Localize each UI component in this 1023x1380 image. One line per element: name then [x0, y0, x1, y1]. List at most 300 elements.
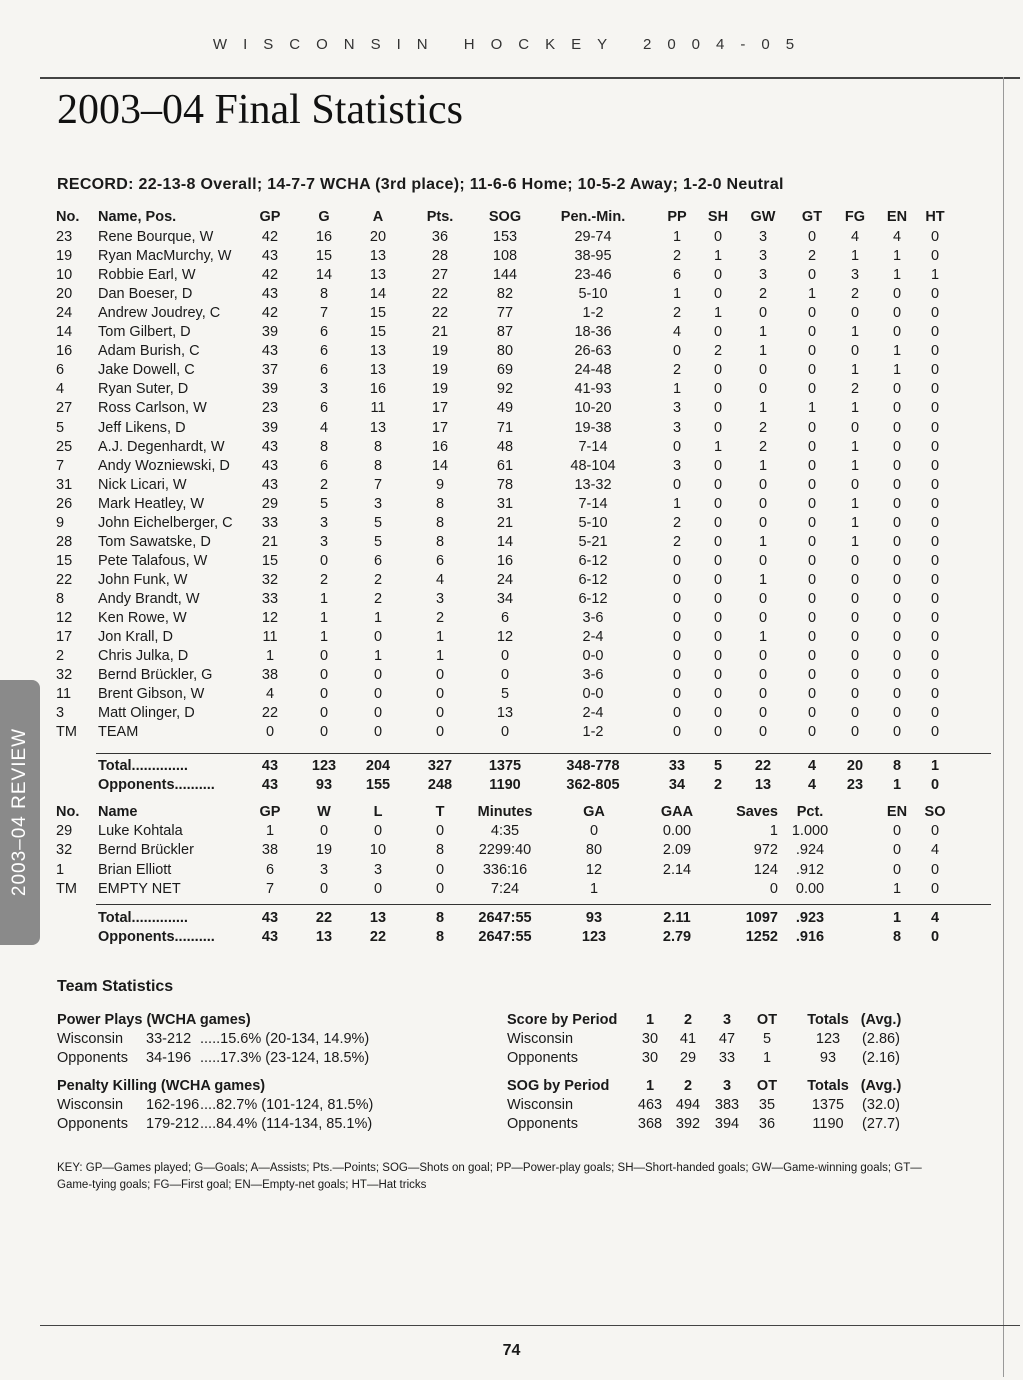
cell: 22 — [431, 286, 449, 303]
cell: 6 — [319, 362, 329, 379]
cell: T — [435, 804, 445, 820]
cell: 5 — [373, 533, 383, 550]
cell: 1 — [892, 880, 902, 897]
cell: Minutes — [477, 804, 533, 820]
cell: 1 — [672, 495, 682, 512]
goalie-row — [0, 822, 1023, 841]
cell: 0 — [807, 667, 817, 684]
cell: 23 — [261, 400, 279, 417]
cell: 25 — [56, 438, 73, 455]
cell: 123 — [581, 929, 607, 945]
page-title: 2003–04 Final Statistics — [57, 87, 464, 133]
cell: 1 — [319, 590, 329, 607]
cell: 0 — [850, 419, 860, 436]
cell: 18-36 — [574, 324, 612, 341]
cell: 10 — [56, 267, 73, 284]
cell: 0 — [435, 686, 445, 703]
cell: 16 — [56, 343, 73, 360]
cell: 0 — [892, 686, 902, 703]
cell: 23 — [846, 777, 864, 793]
cell: 1097 — [745, 910, 778, 926]
cell: 6 — [319, 457, 329, 474]
cell: 0 — [892, 286, 902, 303]
cell: 2.14 — [662, 861, 692, 878]
cell: 7-14 — [578, 495, 608, 512]
cell: 394 — [714, 1116, 740, 1132]
cell: 0 — [807, 438, 817, 455]
cell: 0 — [892, 438, 902, 455]
cell: (2.86) — [862, 1031, 900, 1047]
cell: 4 — [807, 758, 817, 774]
cell: 0 — [930, 362, 940, 379]
cell: 336:16 — [482, 861, 528, 878]
cell: 1 — [850, 495, 860, 512]
cell: 0 — [930, 861, 940, 878]
cell: 1 — [645, 1012, 655, 1028]
cell: 1 — [769, 823, 778, 839]
cell: 392 — [675, 1116, 701, 1132]
cell: 3 — [319, 514, 329, 531]
cell: 16 — [431, 438, 449, 455]
cell: 2 — [850, 286, 860, 303]
cell: 0 — [713, 400, 723, 417]
cell: 1 — [850, 324, 860, 341]
cell: 0 — [672, 571, 682, 588]
cell: 5 — [56, 419, 65, 436]
cell: 6-12 — [578, 571, 608, 588]
cell: 0 — [807, 514, 817, 531]
cell: SOG — [488, 209, 522, 225]
cell: Jake Dowell, C — [98, 362, 195, 379]
cell: Pts. — [426, 209, 454, 225]
cell: 0 — [807, 629, 817, 646]
cell: 0 — [892, 842, 902, 859]
cell: 3 — [435, 590, 445, 607]
cell: 42 — [261, 267, 279, 284]
cell: 8 — [435, 495, 445, 512]
cell: 0 — [758, 705, 768, 722]
cell: 0 — [373, 823, 383, 839]
cell: 43 — [261, 248, 279, 265]
cell: 49 — [496, 400, 514, 417]
cell: 24 — [496, 571, 514, 588]
cell: 0 — [713, 362, 723, 379]
cell: 93 — [819, 1050, 837, 1066]
cell: 0 — [319, 648, 329, 665]
cell: 5 — [500, 686, 510, 703]
cell: 1190 — [812, 1116, 844, 1132]
cell: 36 — [431, 229, 449, 245]
cell: 0 — [672, 590, 682, 607]
cell: 34 — [668, 777, 686, 793]
cell: 0 — [850, 629, 860, 646]
cell: 4 — [435, 571, 445, 588]
cell: GP — [259, 804, 281, 820]
cell: 1 — [713, 248, 723, 265]
cell: 0 — [672, 343, 682, 360]
cell: 124 — [753, 861, 778, 878]
cell: 16 — [369, 381, 387, 398]
cell: 0 — [319, 724, 329, 741]
cell: 0 — [892, 590, 902, 607]
skater-header-row — [0, 208, 1023, 227]
cell: L — [373, 804, 383, 820]
goalie-row — [0, 861, 1023, 880]
cell: 33 — [261, 514, 279, 531]
cell: Bernd Brückler, G — [98, 667, 213, 684]
cell: 0 — [807, 343, 817, 360]
cell: Score by Period — [507, 1012, 618, 1028]
cell: 22 — [56, 571, 73, 588]
cell: 0 — [758, 476, 768, 493]
cell: 69 — [496, 362, 514, 379]
cell: John Funk, W — [98, 571, 188, 588]
cell: 2 — [373, 590, 383, 607]
skater-row — [0, 723, 1023, 742]
cell: 30 — [641, 1050, 659, 1066]
score-by-period-row — [0, 1030, 1023, 1049]
cell: 0 — [930, 381, 940, 398]
cell: .....15.6% (20-134, 14.9%) — [200, 1031, 370, 1047]
cell: 1 — [589, 880, 599, 897]
cell: 93 — [585, 910, 603, 926]
cell: 1 — [850, 457, 860, 474]
cell: 1252 — [745, 929, 778, 945]
cell: 1 — [892, 248, 902, 265]
cell: 0 — [713, 286, 723, 303]
cell: 0 — [713, 324, 723, 341]
cell: 1 — [713, 305, 723, 322]
cell: 1 — [807, 286, 817, 303]
cell: Ryan MacMurchy, W — [98, 248, 232, 265]
cell: 32 — [56, 842, 73, 859]
cell: 11 — [262, 629, 278, 646]
cell: 1 — [758, 324, 768, 341]
cell: 0 — [758, 362, 768, 379]
cell: 0 — [930, 229, 940, 245]
cell: 0 — [892, 667, 902, 684]
cell: 3 — [722, 1078, 732, 1094]
cell: 0 — [713, 267, 723, 284]
cell: Total.............. — [98, 910, 188, 926]
cell: 20 — [369, 229, 387, 245]
cell: GAA — [660, 804, 694, 820]
cell: 179-212 — [146, 1116, 200, 1132]
cell: 16 — [496, 552, 514, 569]
cell: 6-12 — [578, 552, 608, 569]
cell: 21 — [261, 533, 279, 550]
cell: 7-14 — [578, 438, 608, 455]
cell: 33 — [668, 758, 686, 774]
cell: 6 — [319, 324, 329, 341]
cell: 0 — [930, 476, 940, 493]
cell: 0 — [807, 267, 817, 284]
cell: 0 — [892, 476, 902, 493]
cell: 20 — [56, 286, 73, 303]
cell: 38 — [261, 667, 279, 684]
cell: 5 — [373, 514, 383, 531]
top-rule — [40, 77, 1020, 79]
cell: 0 — [850, 667, 860, 684]
cell: Wisconsin — [507, 1031, 574, 1047]
cell: 0 — [807, 533, 817, 550]
cell: 27 — [56, 400, 73, 417]
skater-row — [0, 495, 1023, 514]
cell: Luke Kohtala — [98, 823, 183, 839]
cell: 13-32 — [574, 476, 612, 493]
cell: 61 — [496, 457, 514, 474]
skater-row — [0, 704, 1023, 723]
cell: 7 — [319, 305, 329, 322]
cell: 28 — [431, 248, 449, 265]
cell: 13 — [754, 777, 772, 793]
cell: 13 — [369, 343, 387, 360]
cell: 19 — [431, 343, 449, 360]
skater-row — [0, 571, 1023, 590]
cell: Opponents.......... — [98, 777, 215, 793]
cell: 9 — [56, 514, 65, 531]
cell: 15 — [261, 552, 279, 569]
cell: 2 — [713, 777, 723, 793]
cell: 0 — [319, 667, 329, 684]
cell: 0 — [435, 861, 445, 878]
cell: 26 — [56, 495, 73, 512]
cell: 0 — [319, 823, 329, 839]
cell: 0 — [758, 552, 768, 569]
cell: Pct. — [796, 804, 824, 820]
skater-row — [0, 685, 1023, 704]
cell: 34 — [496, 590, 514, 607]
cell: 20 — [846, 758, 864, 774]
cell: 10 — [369, 842, 387, 859]
cell: 0 — [807, 419, 817, 436]
cell: GP — [259, 209, 281, 225]
sog-by-period-row — [0, 1115, 1023, 1134]
cell: 0 — [713, 629, 723, 646]
cell: 3 — [672, 400, 682, 417]
cell: 5 — [713, 758, 723, 774]
cell: SH — [707, 209, 729, 225]
cell: 0 — [373, 705, 383, 722]
cell: 43 — [261, 929, 279, 945]
goalie-row — [0, 841, 1023, 860]
cell: 3 — [319, 861, 329, 878]
cell: 4 — [930, 842, 940, 859]
cell: 0 — [373, 667, 383, 684]
cell: 155 — [365, 777, 391, 793]
cell: 2647:55 — [478, 929, 532, 945]
cell: GT — [801, 209, 823, 225]
skater-row — [0, 323, 1023, 342]
cell: (Avg.) — [860, 1012, 902, 1028]
cell: 0 — [373, 724, 383, 741]
score-by-period-header — [0, 1011, 1023, 1030]
cell: 0 — [850, 724, 860, 741]
cell: Bernd Brückler — [98, 842, 194, 859]
cell: 0 — [930, 457, 940, 474]
cell: 0 — [892, 629, 902, 646]
skater-row — [0, 457, 1023, 476]
cell: 2 — [319, 476, 329, 493]
cell: 5-10 — [578, 286, 608, 303]
cell: 0 — [930, 705, 940, 722]
page-number: 74 — [502, 1342, 521, 1359]
cell: 2 — [850, 381, 860, 398]
cell: Saves — [736, 804, 778, 820]
cell: 38 — [261, 842, 279, 859]
cell: 1 — [762, 1050, 772, 1066]
cell: 32 — [56, 667, 73, 684]
cell: 1190 — [489, 777, 521, 793]
cell: 0 — [435, 705, 445, 722]
cell: 4 — [319, 419, 329, 436]
cell: 0 — [713, 419, 723, 436]
cell: 0 — [930, 495, 940, 512]
cell: Brent Gibson, W — [98, 686, 205, 703]
cell: 16 — [315, 229, 333, 245]
cell: 4 — [850, 229, 860, 245]
cell: 15 — [56, 552, 73, 569]
cell: 1 — [645, 1078, 655, 1094]
cell: 22 — [431, 305, 449, 322]
cell: 1 — [672, 286, 682, 303]
cell: 82 — [496, 286, 514, 303]
skater-total-rule — [96, 753, 991, 754]
cell: 1 — [892, 343, 902, 360]
block-title: Penalty Killing (WCHA games) — [57, 1078, 266, 1094]
cell: 2 — [672, 248, 682, 265]
cell: 0 — [850, 571, 860, 588]
cell: 1 — [758, 629, 768, 646]
cell: 0 — [672, 648, 682, 665]
cell: 2299:40 — [478, 842, 532, 859]
cell: 4 — [892, 229, 902, 245]
cell: 0-0 — [582, 648, 604, 665]
cell: 0 — [930, 667, 940, 684]
score-by-period-row — [0, 1049, 1023, 1068]
cell: 33-212 — [146, 1031, 192, 1047]
cell: TM — [56, 724, 77, 741]
cell: 0 — [672, 610, 682, 626]
cell: 33 — [261, 590, 279, 607]
cell: 1 — [56, 861, 65, 878]
cell: 19 — [431, 362, 449, 379]
cell: 0 — [319, 552, 329, 569]
cell: 0 — [713, 724, 723, 741]
cell: .924 — [795, 842, 825, 859]
cell: 0 — [930, 823, 940, 839]
cell: 0 — [373, 686, 383, 703]
cell: 13 — [315, 929, 333, 945]
cell: 6 — [500, 610, 510, 626]
cell: 29 — [261, 495, 279, 512]
cell: 4 — [265, 686, 275, 703]
cell: 0 — [930, 400, 940, 417]
cell: 0 — [769, 880, 778, 897]
cell: 42 — [261, 305, 279, 322]
cell: 0 — [758, 495, 768, 512]
cell: 1 — [435, 648, 445, 665]
cell: 5 — [762, 1031, 772, 1047]
cell: 0 — [850, 590, 860, 607]
cell: 0 — [713, 495, 723, 512]
cell: 19 — [56, 248, 73, 265]
cell: FG — [844, 209, 866, 225]
cell: 0 — [435, 823, 445, 839]
cell: 3 — [56, 705, 65, 722]
cell: 0 — [892, 495, 902, 512]
cell: 4 — [807, 777, 817, 793]
cell: Total.............. — [98, 758, 188, 774]
cell: Wisconsin — [507, 1097, 574, 1113]
cell: 6 — [56, 362, 65, 379]
cell: Jeff Likens, D — [98, 419, 186, 436]
cell: 0 — [589, 823, 599, 839]
cell: 0 — [758, 305, 768, 322]
cell: 8 — [373, 438, 383, 455]
cell: 48-104 — [570, 457, 616, 474]
cell: Tom Sawatske, D — [98, 533, 211, 550]
cell: 13 — [496, 705, 514, 722]
cell: 3-6 — [582, 610, 604, 626]
cell: 8 — [56, 590, 65, 607]
cell: 0 — [930, 533, 940, 550]
cell: 0 — [892, 457, 902, 474]
cell: 19 — [431, 381, 449, 398]
cell: 0 — [807, 305, 817, 322]
skater-row — [0, 514, 1023, 533]
cell: Andy Wozniewski, D — [98, 457, 230, 474]
cell: 0 — [758, 724, 768, 741]
cell: 0 — [713, 229, 723, 245]
cell: 0 — [807, 552, 817, 569]
skater-row — [0, 399, 1023, 418]
cell: 248 — [427, 777, 453, 793]
cell: 12 — [261, 610, 279, 626]
cell: 1 — [319, 610, 329, 626]
cell: 1 — [758, 571, 768, 588]
cell: 22 — [315, 910, 333, 926]
cell: 3 — [758, 248, 768, 265]
cell: 0 — [892, 400, 902, 417]
cell: 1 — [319, 629, 329, 646]
cell: ....82.7% (101-124, 81.5%) — [200, 1097, 374, 1113]
cell: 3 — [319, 533, 329, 550]
cell: 14 — [369, 286, 387, 303]
cell: 8 — [435, 514, 445, 531]
running-header: WISCONSIN HOCKEY 2004-05 — [212, 36, 811, 53]
cell: 15 — [315, 248, 333, 265]
cell: 0 — [892, 381, 902, 398]
cell: 24-48 — [574, 362, 612, 379]
cell: 71 — [496, 419, 514, 436]
cell: 0 — [713, 571, 723, 588]
cell: 0 — [930, 324, 940, 341]
cell: 8 — [435, 929, 445, 945]
cell: 1 — [672, 229, 682, 245]
cell: 23 — [56, 229, 73, 245]
cell: 6 — [265, 861, 275, 878]
cell: 13 — [369, 910, 387, 926]
cell: No. — [56, 209, 80, 225]
cell: 15 — [369, 305, 387, 322]
cell: G — [318, 209, 330, 225]
cell: 6 — [319, 400, 329, 417]
cell: 10-20 — [574, 400, 612, 417]
goalie-total-rule — [96, 904, 991, 905]
cell: 4:35 — [490, 823, 520, 839]
cell: EN — [886, 209, 908, 225]
